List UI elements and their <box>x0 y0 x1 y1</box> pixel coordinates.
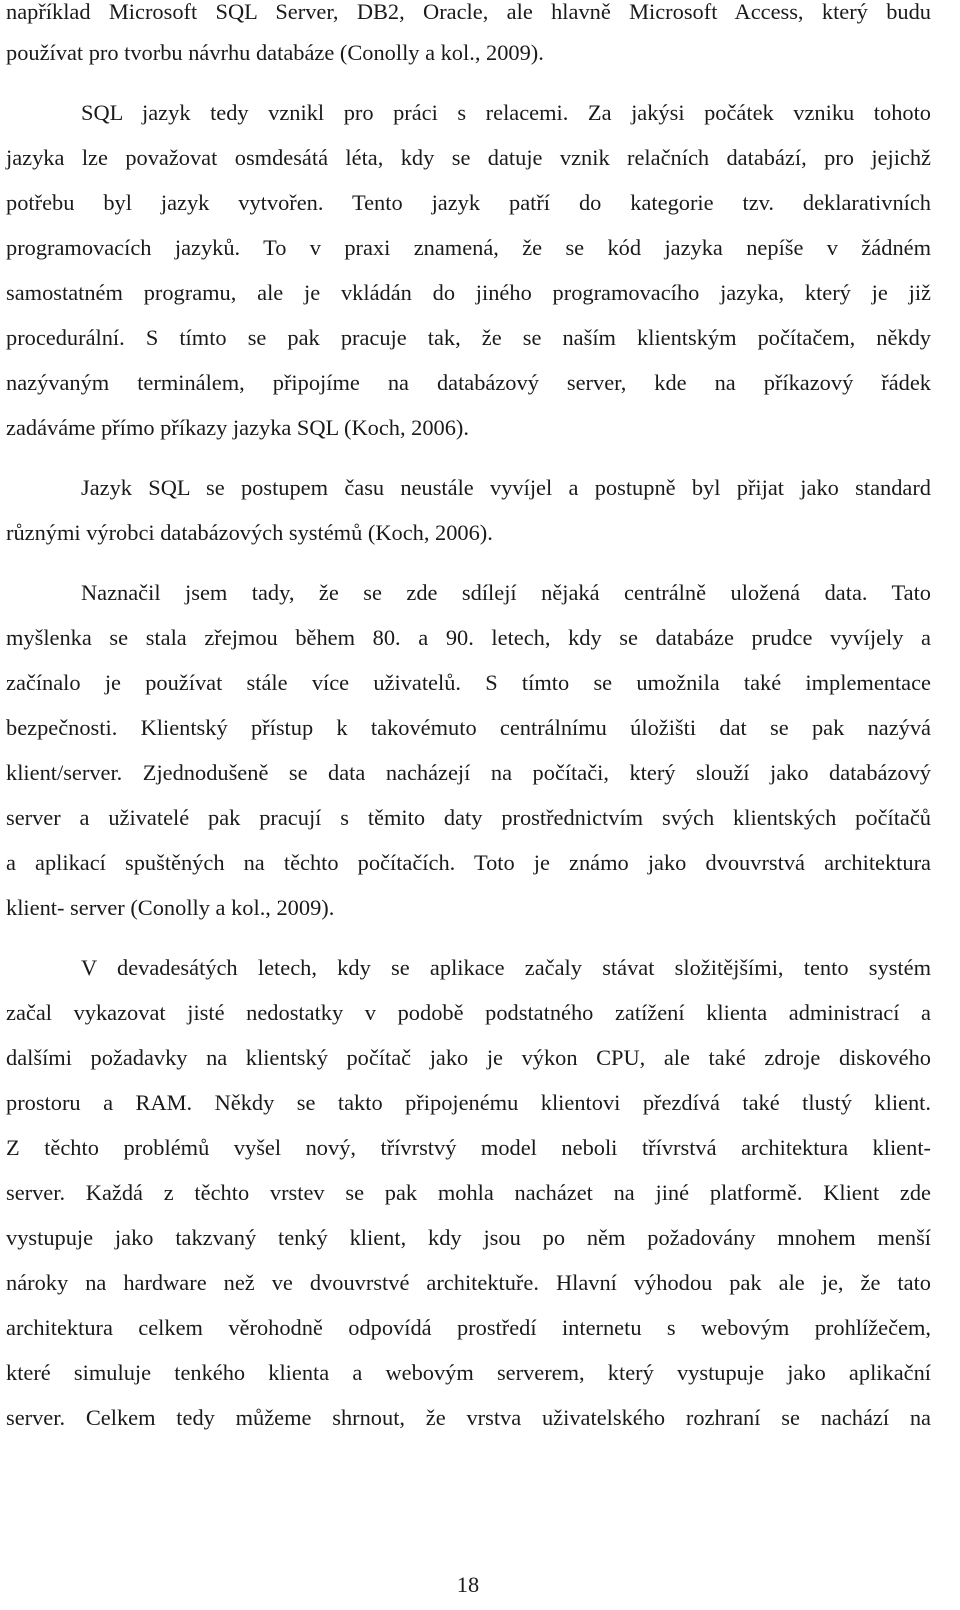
text-line: procedurální. S tímto se pak pracuje tak, že se naším klientským počítačem, někdy <box>6 325 931 350</box>
text-line: bezpečnosti. Klientský přístup k takovémuto centrálnímu úložišti dat se pak nazývá <box>6 715 931 740</box>
text-line: V devadesátých letech, kdy se aplikace začaly stávat složitějšími, tento systém <box>81 955 931 980</box>
text-line: například Microsoft SQL Server, DB2, Oracle, ale hlavně Microsoft Access, který budu <box>6 0 931 24</box>
text-line: které simuluje tenkého klienta a webovým serverem, který vystupuje jako aplikační <box>6 1360 931 1385</box>
text-line: začal vykazovat jisté nedostatky v podobě podstatného zatížení klienta administrací a <box>6 1000 931 1025</box>
text-line: server. Každá z těchto vrstev se pak mohla nacházet na jiné platformě. Klient zde <box>6 1180 931 1205</box>
text-line: používat pro tvorbu návrhu databáze (Conolly a kol., 2009). <box>6 40 544 65</box>
text-line: Z těchto problémů vyšel nový, třívrstvý model neboli třívrstvá architektura klient- <box>6 1135 931 1160</box>
text-line: nazývaným terminálem, připojíme na databázový server, kde na příkazový řádek <box>6 370 931 395</box>
text-line: server a uživatelé pak pracují s těmito daty prostřednictvím svých klientských počítačů <box>6 805 931 830</box>
text-line: klient/server. Zjednodušeně se data nacházejí na počítači, který slouží jako databázový <box>6 760 931 785</box>
text-line: nároky na hardware než ve dvouvrstvé architektuře. Hlavní výhodou pak ale je, že tato <box>6 1270 931 1295</box>
text-line: architektura celkem věrohodně odpovídá prostředí internetu s webovým prohlížečem, <box>6 1315 931 1340</box>
text-line: potřebu byl jazyk vytvořen. Tento jazyk patří do kategorie tzv. deklarativních <box>6 190 931 215</box>
text-line: jazyka lze považovat osmdesátá léta, kdy se datuje vznik relačních databází, pro jejichž <box>6 145 931 170</box>
text-line: prostoru a RAM. Někdy se takto připojenému klientovi přezdívá také tlustý klient. <box>6 1090 931 1115</box>
text-line: různými výrobci databázových systémů (Koch, 2006). <box>6 520 493 545</box>
text-line: vystupuje jako takzvaný tenký klient, kdy jsou po něm požadovány mnohem menší <box>6 1225 931 1250</box>
text-line: dalšími požadavky na klientský počítač jako je výkon CPU, ale také zdroje diskového <box>6 1045 931 1070</box>
text-line: a aplikací spuštěných na těchto počítačích. Toto je známo jako dvouvrstvá architektura <box>6 850 931 875</box>
page-number: 18 <box>456 1572 480 1597</box>
text-line: server. Celkem tedy můžeme shrnout, že vrstva uživatelského rozhraní se nachází na <box>6 1405 931 1430</box>
text-line: programovacích jazyků. To v praxi znamená, že se kód jazyka nepíše v žádném <box>6 235 931 260</box>
text-line: Naznačil jsem tady, že se zde sdílejí nějaká centrálně uložená data. Tato <box>81 580 931 605</box>
text-line: myšlenka se stala zřejmou během 80. a 90. letech, kdy se databáze prudce vyvíjely a <box>6 625 931 650</box>
text-line: zadáváme přímo příkazy jazyka SQL (Koch, 2006). <box>6 415 469 440</box>
text-line: začínalo je používat stále více uživatelů. S tímto se umožnila také implementace <box>6 670 931 695</box>
text-line: Jazyk SQL se postupem času neustále vyvíjel a postupně byl přijat jako standard <box>81 475 931 500</box>
text-line: samostatném programu, ale je vkládán do jiného programovacího jazyka, který je již <box>6 280 931 305</box>
text-line: SQL jazyk tedy vznikl pro práci s relacemi. Za jakýsi počátek vzniku tohoto <box>81 100 931 125</box>
text-line: klient- server (Conolly a kol., 2009). <box>6 895 335 920</box>
